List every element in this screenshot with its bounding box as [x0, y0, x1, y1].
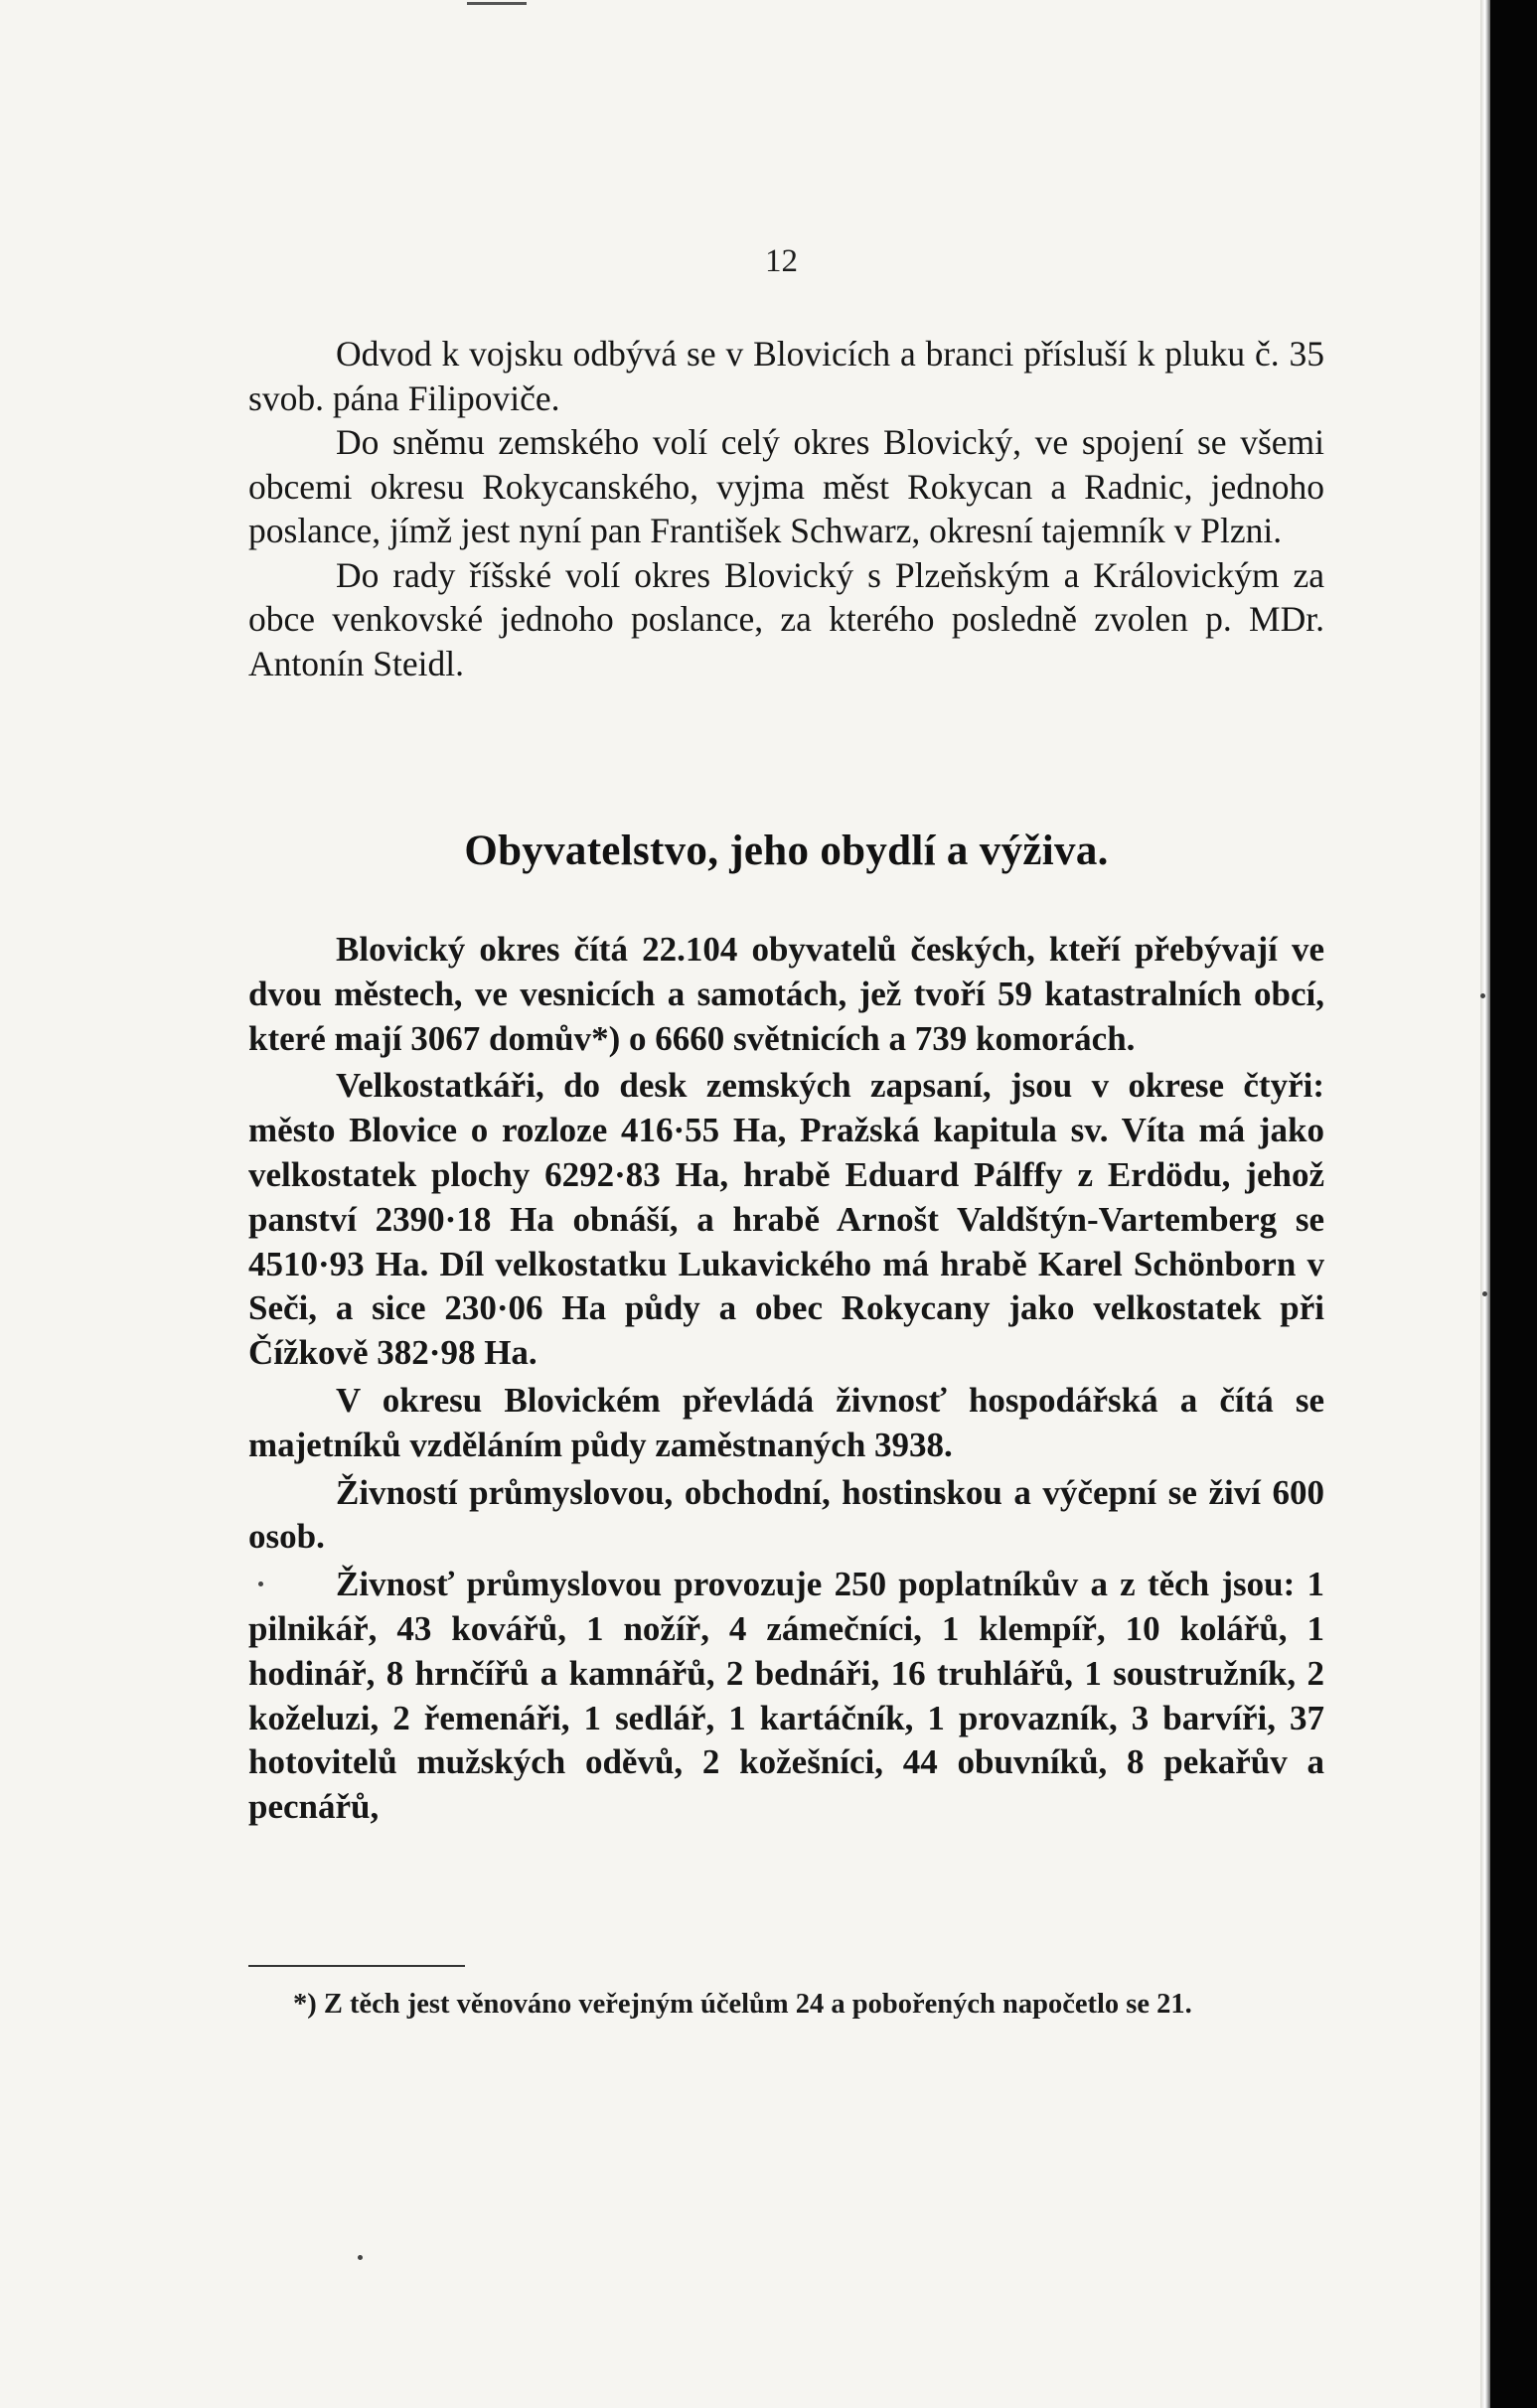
paragraph-trades-count: Živností průmyslovou, obchodní, hostinskou a výčepní se živí 600 osob.: [248, 1472, 1324, 1557]
paragraph-landowners: Velkostatkáři, do desk zemských zapsaní, jsou v okrese čtyři: město Blovice o rozloze 416·55 Ha, Pražská kapitula sv. Víta má jako velkostatek plochy 6292·83 Ha, hrabě Eduard Pálffy z Erdödu, jehož panství 2390·18 Ha obnáší, a hrabě Arnošt Valdštýn-Vartemberg se 4510·93 Ha. Díl velkostatku Lukavického má hrabě Karel Schönborn v Seči, a sice 230·06 Ha půdy a obec Rokycany jako velkostatek při Čížkově 382·98 Ha.: [248, 1066, 1324, 1373]
footnote-rule: [248, 1965, 465, 1967]
paragraph-agriculture: V okresu Blovickém převládá živnosť hospodářská a čítá se majetníků vzděláním půdy zaměstnaných 3938.: [248, 1380, 1324, 1464]
page-number: 12: [765, 243, 798, 279]
scan-speck: [258, 1581, 263, 1586]
paragraph-imperial-council: Do rady říšské volí okres Blovický s Plzeňským a Královickým za obce venkovské jednoho poslance, za kterého posledně zvolen p. MDr. Antonín Steidl.: [248, 554, 1324, 683]
scan-speck: [358, 2255, 363, 2260]
paragraph-population: Blovický okres čítá 22.104 obyvatelů českých, kteří přebývají ve dvou městech, ve vesnicích a samotách, jež tvoří 59 katastralních obcí, které mají 3067 domův*) o 6660 světnicích a 739 komorách.: [248, 930, 1324, 1058]
section-heading: Obyvatelstvo, jeho obydlí a výživa.: [464, 828, 1109, 874]
paragraph-trades-list: Živnosť průmyslovou provozuje 250 poplatníkův a z těch jsou: 1 pilnikář, 43 kovářů, 1 nožíř, 4 zámečníci, 1 klempíř, 10 kolářů, 1 hodinář, 8 hrnčířů a kamnářů, 2 bednáři, 16 truhlářů, 1 soustružník, 2 koželuzi, 2 řemenáři, 1 sedlář, 1 kartáčník, 1 provazník, 3 barvíři, 37 hotovitelů mužských oděvů, 2 kožešníci, 44 obuvníků, 8 pekařův a pecnářů,: [248, 1565, 1324, 1827]
section-text-block: [248, 928, 1324, 1833]
scan-background-edge: [1490, 0, 1537, 2408]
scan-top-mark: [467, 2, 527, 5]
paragraph-diet-election: Do sněmu zemského volí celý okres Blovický, ve spojení se všemi obcemi okresu Rokycanského, vyjma měst Rokycan a Radnic, jednoho poslance, jímž jest nyní pan František Schwarz, okresní tajemník v Plzni.: [248, 422, 1324, 550]
scan-speck: [1482, 1291, 1487, 1296]
intro-text-block: [248, 332, 1324, 685]
footnote: *) Z těch jest věnováno veřejným účelům 24 a pobořených napočetlo se 21.: [293, 1989, 1192, 2020]
paragraph-recruitment: Odvod k vojsku odbývá se v Blovicích a branci přísluší k pluku č. 35 svob. pána Filipoviče.: [248, 334, 1324, 418]
scan-speck: [1480, 993, 1485, 998]
